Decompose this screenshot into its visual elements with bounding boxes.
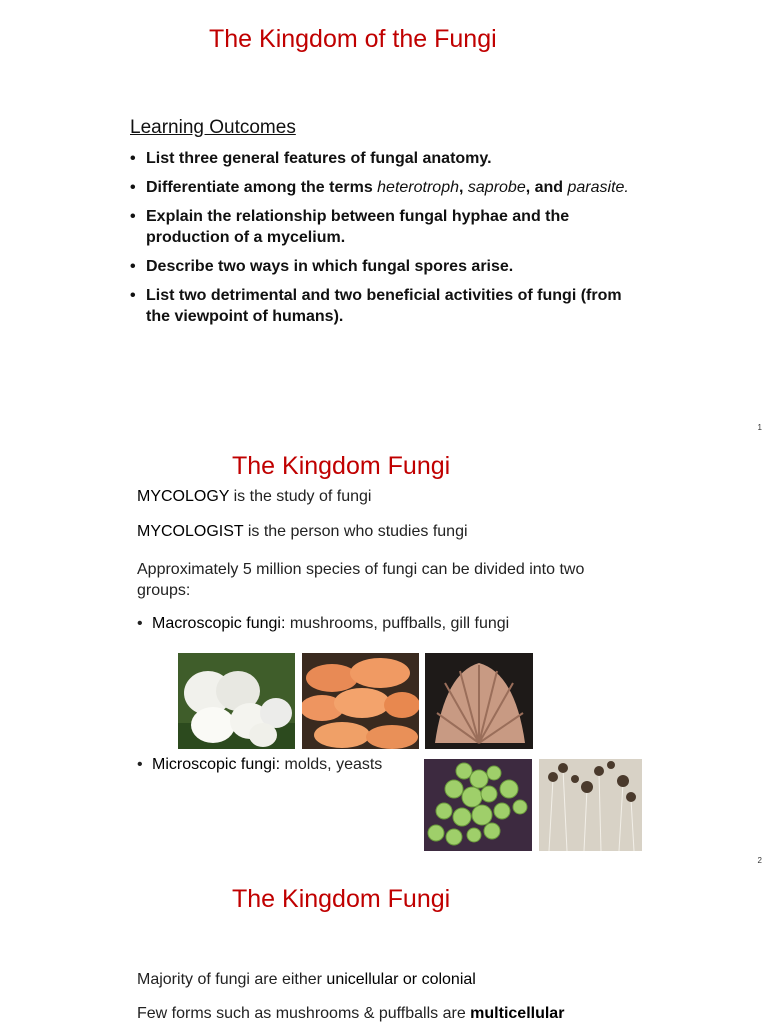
macroscopic-bullet: • Macroscopic fungi: mushrooms, puffballs, gill fungi xyxy=(137,615,510,632)
slide-3-title: The Kingdom Fungi xyxy=(232,885,451,913)
gill-fungi-photo xyxy=(425,653,533,749)
microscopic-bullet: • Microscopic fungi: molds, yeasts xyxy=(137,756,383,773)
page-number: 2 xyxy=(757,856,762,865)
list-item: • List two detrimental and two beneficial activities of fungi (from the viewpoint of humans). xyxy=(130,287,622,325)
mycology-definition: MYCOLOGY is the study of fungi xyxy=(137,488,372,505)
slide-1 xyxy=(0,0,768,440)
species-paragraph: Approximately 5 million species of fungi can be divided into two groups: xyxy=(137,561,585,599)
slide-1-title: The Kingdom of the Fungi xyxy=(209,25,497,53)
list-item: • Explain the relationship between fungal hyphae and the production of a mycelium. xyxy=(130,208,570,246)
list-item: • Differentiate among the terms heterotroph, saprobe, and parasite. xyxy=(130,179,629,196)
learning-outcomes-list xyxy=(130,148,650,335)
list-item: • List three general features of fungal anatomy. xyxy=(130,150,492,167)
slide-2 xyxy=(0,440,768,870)
slide-2-title: The Kingdom Fungi xyxy=(232,452,451,480)
unicellular-statement: Majority of fungi are either unicellular or colonial xyxy=(137,971,476,988)
page-number: 1 xyxy=(757,423,762,432)
puffballs-photo xyxy=(178,653,295,749)
list-item: • Describe two ways in which fungal spores arise. xyxy=(130,258,514,275)
slide-3 xyxy=(0,870,768,1024)
oyster-mushrooms-photo xyxy=(302,653,419,749)
mycologist-definition: MYCOLOGIST is the person who studies fungi xyxy=(137,523,468,540)
mold-sporangia-photo xyxy=(539,759,642,851)
multicellular-statement: Few forms such as mushrooms & puffballs are multicellular xyxy=(137,1005,565,1022)
yeast-cells-photo xyxy=(424,759,532,851)
learning-outcomes-heading: Learning Outcomes xyxy=(130,117,296,138)
